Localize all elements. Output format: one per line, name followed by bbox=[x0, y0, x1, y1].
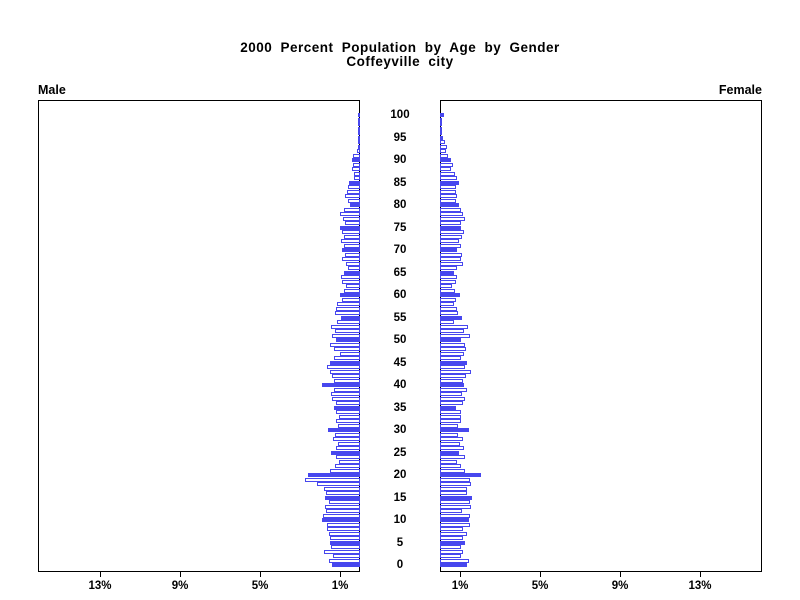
percent-tick-mark bbox=[100, 572, 101, 577]
male-bar bbox=[331, 451, 360, 455]
male-bar bbox=[336, 446, 360, 450]
male-bar bbox=[322, 383, 360, 387]
female-bar bbox=[440, 473, 481, 477]
female-bar bbox=[440, 379, 463, 383]
male-bar bbox=[332, 397, 360, 401]
female-bar bbox=[440, 230, 464, 234]
female-bar bbox=[440, 185, 456, 189]
male-bar bbox=[342, 230, 360, 234]
age-tick-label: 10 bbox=[393, 514, 407, 526]
female-bar bbox=[440, 172, 455, 176]
male-bar bbox=[358, 122, 360, 126]
female-bar bbox=[440, 334, 470, 338]
male-bar bbox=[342, 248, 360, 252]
female-bar bbox=[440, 406, 456, 410]
age-tick-label: 75 bbox=[393, 221, 407, 234]
percent-tick-mark bbox=[260, 572, 261, 577]
male-bar bbox=[358, 127, 360, 131]
chart-title bbox=[0, 41, 800, 69]
female-bar bbox=[440, 235, 462, 239]
male-bar bbox=[336, 419, 360, 423]
male-bar bbox=[358, 131, 360, 135]
age-tick-label: 45 bbox=[393, 356, 407, 369]
female-bar bbox=[440, 478, 470, 482]
male-bar bbox=[335, 311, 360, 315]
female-bar bbox=[440, 149, 446, 153]
male-panel-label: Male bbox=[38, 83, 66, 97]
chart-title-line2: Coffeyville city bbox=[346, 54, 454, 69]
percent-tick-label: 13% bbox=[88, 580, 112, 592]
female-bar bbox=[440, 302, 454, 306]
female-bar bbox=[440, 451, 459, 455]
female-bar bbox=[440, 329, 464, 333]
male-bar bbox=[330, 536, 360, 540]
female-bar bbox=[440, 217, 465, 221]
male-bar bbox=[344, 289, 360, 293]
female-bar bbox=[440, 424, 458, 428]
female-bar bbox=[440, 253, 462, 257]
female-bar bbox=[440, 496, 472, 500]
female-bar bbox=[440, 203, 459, 207]
male-bar bbox=[340, 293, 360, 297]
male-bar bbox=[349, 181, 360, 185]
female-bar bbox=[440, 275, 457, 279]
female-bar bbox=[440, 532, 467, 536]
male-bar bbox=[326, 491, 360, 495]
female-bar bbox=[440, 136, 443, 140]
female-panel-frame bbox=[440, 100, 762, 572]
male-bar bbox=[331, 392, 360, 396]
female-bar bbox=[440, 442, 460, 446]
male-bar bbox=[323, 514, 360, 518]
female-bar bbox=[440, 541, 465, 545]
male-bar bbox=[358, 136, 360, 140]
female-bar bbox=[440, 392, 462, 396]
female-bar bbox=[440, 509, 462, 513]
male-bar bbox=[348, 199, 360, 203]
female-bar bbox=[440, 244, 461, 248]
female-bar bbox=[440, 464, 461, 468]
age-tick-label: 5 bbox=[396, 536, 404, 549]
male-bar bbox=[358, 118, 360, 122]
male-bar bbox=[339, 460, 360, 464]
chart-title-line1: 2000 Percent Population by Age by Gender bbox=[240, 40, 560, 55]
female-bar bbox=[440, 226, 461, 230]
female-bar bbox=[440, 401, 463, 405]
female-bar bbox=[440, 113, 444, 117]
percent-tick-label: 5% bbox=[251, 580, 269, 592]
percent-tick-label: 9% bbox=[611, 580, 629, 592]
male-bar bbox=[331, 325, 360, 329]
male-bar bbox=[329, 559, 360, 563]
male-bar bbox=[341, 316, 360, 320]
male-bar bbox=[348, 185, 360, 189]
age-tick-label: 80 bbox=[393, 199, 407, 211]
male-bar bbox=[344, 235, 360, 239]
female-bar bbox=[440, 523, 470, 527]
age-tick-label: 60 bbox=[393, 289, 407, 301]
percent-tick-mark bbox=[180, 572, 181, 577]
female-bar bbox=[440, 167, 451, 171]
male-bar bbox=[346, 284, 360, 288]
male-bar bbox=[346, 262, 360, 266]
age-tick-label: 70 bbox=[393, 244, 407, 256]
age-tick-label: 50 bbox=[393, 334, 407, 346]
female-bar bbox=[440, 145, 447, 149]
male-panel-frame bbox=[38, 100, 360, 572]
male-bar bbox=[334, 347, 360, 351]
female-bar bbox=[440, 545, 461, 549]
female-bar bbox=[440, 500, 470, 504]
male-bar bbox=[358, 145, 360, 149]
male-bar bbox=[332, 563, 360, 567]
age-tick-label: 95 bbox=[393, 131, 407, 144]
male-bar bbox=[348, 266, 360, 270]
male-bar bbox=[344, 244, 360, 248]
male-bar bbox=[336, 338, 360, 342]
female-bar bbox=[440, 248, 457, 252]
age-tick-label: 35 bbox=[393, 401, 407, 414]
female-bar bbox=[440, 527, 463, 531]
female-bar bbox=[440, 163, 453, 167]
female-bar bbox=[440, 338, 461, 342]
female-bar bbox=[440, 428, 469, 432]
female-bar bbox=[440, 514, 470, 518]
female-bar bbox=[440, 199, 456, 203]
male-bar bbox=[322, 518, 360, 522]
age-tick-label: 40 bbox=[393, 379, 407, 391]
female-bar bbox=[440, 208, 461, 212]
female-panel-label: Female bbox=[718, 83, 762, 97]
male-bar bbox=[354, 176, 360, 180]
female-bar bbox=[440, 491, 467, 495]
female-bar bbox=[440, 158, 451, 162]
male-bar bbox=[330, 469, 360, 473]
male-bar bbox=[336, 455, 360, 459]
male-bar bbox=[334, 406, 360, 410]
male-bar bbox=[338, 424, 360, 428]
male-bar bbox=[330, 343, 360, 347]
male-bar bbox=[333, 554, 360, 558]
female-bar bbox=[440, 284, 452, 288]
female-bar bbox=[440, 356, 461, 360]
female-bar bbox=[440, 298, 456, 302]
female-bar bbox=[440, 262, 463, 266]
age-tick-label: 20 bbox=[393, 469, 407, 481]
percent-tick-label: 13% bbox=[688, 580, 712, 592]
age-tick-label: 65 bbox=[393, 266, 407, 279]
female-bar bbox=[440, 316, 462, 320]
male-bar bbox=[345, 221, 360, 225]
male-bar bbox=[332, 374, 360, 378]
male-bar bbox=[357, 149, 360, 153]
female-bar bbox=[440, 460, 457, 464]
male-bar bbox=[335, 464, 360, 468]
male-bar bbox=[330, 361, 360, 365]
male-bar bbox=[326, 509, 360, 513]
male-bar bbox=[324, 487, 360, 491]
female-bar bbox=[440, 176, 457, 180]
age-tick-label: 25 bbox=[393, 446, 407, 459]
female-bar bbox=[440, 370, 471, 374]
male-bar bbox=[332, 334, 360, 338]
female-bar bbox=[440, 437, 463, 441]
female-bar bbox=[440, 410, 461, 414]
male-bar bbox=[338, 442, 360, 446]
male-bar bbox=[340, 226, 360, 230]
male-bar bbox=[340, 352, 360, 356]
age-tick-label: 85 bbox=[393, 176, 407, 189]
male-bar bbox=[350, 203, 360, 207]
female-bar bbox=[440, 239, 459, 243]
female-bar bbox=[440, 374, 466, 378]
age-tick-label: 90 bbox=[393, 154, 407, 166]
male-bar bbox=[334, 356, 360, 360]
female-bar bbox=[440, 415, 461, 419]
female-bar bbox=[440, 487, 467, 491]
female-bar bbox=[440, 469, 465, 473]
male-bar bbox=[335, 433, 360, 437]
female-bar bbox=[440, 419, 461, 423]
female-bar bbox=[440, 190, 456, 194]
female-bar bbox=[440, 127, 442, 131]
male-bar bbox=[325, 496, 360, 500]
male-bar bbox=[341, 275, 360, 279]
male-bar bbox=[329, 500, 360, 504]
male-bar bbox=[342, 280, 360, 284]
female-bar bbox=[440, 325, 468, 329]
female-bar bbox=[440, 257, 461, 261]
female-bar bbox=[440, 505, 471, 509]
male-bar bbox=[347, 190, 360, 194]
percent-tick-mark bbox=[540, 572, 541, 577]
male-bar bbox=[354, 172, 360, 176]
age-tick-label: 0 bbox=[396, 559, 404, 571]
female-bar bbox=[440, 446, 464, 450]
percent-tick-label: 1% bbox=[451, 580, 469, 592]
male-bar bbox=[342, 298, 360, 302]
male-bar bbox=[352, 158, 360, 162]
male-bar bbox=[335, 329, 360, 333]
male-bar bbox=[336, 401, 360, 405]
female-bar bbox=[440, 122, 442, 126]
male-bar bbox=[345, 194, 360, 198]
female-bar bbox=[440, 181, 459, 185]
female-bar bbox=[440, 536, 463, 540]
male-bar bbox=[358, 113, 360, 117]
female-bar bbox=[440, 343, 465, 347]
female-bar bbox=[440, 271, 454, 275]
female-bar bbox=[440, 388, 467, 392]
female-bar bbox=[440, 347, 466, 351]
female-bar bbox=[440, 383, 464, 387]
male-bar bbox=[344, 208, 360, 212]
percent-tick-mark bbox=[620, 572, 621, 577]
female-bar bbox=[440, 311, 458, 315]
female-bar bbox=[440, 131, 442, 135]
percent-tick-mark bbox=[460, 572, 461, 577]
female-bar bbox=[440, 212, 463, 216]
male-bar bbox=[327, 523, 360, 527]
female-bar bbox=[440, 194, 457, 198]
male-bar bbox=[325, 505, 360, 509]
male-bar bbox=[344, 271, 360, 275]
male-bar bbox=[336, 410, 360, 414]
male-bar bbox=[333, 437, 360, 441]
male-bar bbox=[330, 370, 360, 374]
male-bar bbox=[339, 415, 360, 419]
male-bar bbox=[327, 365, 360, 369]
female-bar bbox=[440, 293, 460, 297]
female-bar bbox=[440, 280, 456, 284]
male-bar bbox=[342, 257, 360, 261]
female-bar bbox=[440, 154, 448, 158]
male-bar bbox=[327, 527, 360, 531]
age-tick-label: 30 bbox=[393, 424, 407, 436]
male-bar bbox=[337, 320, 360, 324]
female-bar bbox=[440, 266, 457, 270]
male-bar bbox=[329, 532, 360, 536]
male-bar bbox=[324, 550, 360, 554]
male-bar bbox=[330, 541, 360, 545]
male-bar bbox=[334, 388, 360, 392]
female-bar bbox=[440, 397, 465, 401]
female-bar bbox=[440, 320, 454, 324]
female-bar bbox=[440, 455, 465, 459]
age-tick-label: 100 bbox=[390, 109, 410, 121]
male-bar bbox=[331, 545, 360, 549]
female-bar bbox=[440, 550, 463, 554]
male-bar bbox=[345, 253, 360, 257]
male-bar bbox=[328, 428, 360, 432]
male-bar bbox=[337, 302, 360, 306]
percent-tick-label: 1% bbox=[331, 580, 349, 592]
male-bar bbox=[317, 482, 360, 486]
male-bar bbox=[308, 473, 360, 477]
female-bar bbox=[440, 118, 442, 122]
female-bar bbox=[440, 289, 455, 293]
female-bar bbox=[440, 482, 471, 486]
male-bar bbox=[334, 379, 360, 383]
male-bar bbox=[343, 217, 360, 221]
percent-tick-mark bbox=[340, 572, 341, 577]
percent-tick-label: 5% bbox=[531, 580, 549, 592]
male-bar bbox=[358, 140, 360, 144]
female-bar bbox=[440, 221, 461, 225]
percent-tick-label: 9% bbox=[171, 580, 189, 592]
percent-tick-mark bbox=[700, 572, 701, 577]
male-bar bbox=[353, 154, 360, 158]
female-bar bbox=[440, 140, 445, 144]
female-bar bbox=[440, 361, 467, 365]
female-bar bbox=[440, 352, 464, 356]
age-tick-label: 55 bbox=[393, 311, 407, 324]
male-bar bbox=[353, 163, 360, 167]
female-bar bbox=[440, 563, 467, 567]
female-bar bbox=[440, 518, 469, 522]
female-bar bbox=[440, 365, 465, 369]
male-bar bbox=[340, 212, 360, 216]
female-bar bbox=[440, 559, 469, 563]
male-bar bbox=[352, 167, 360, 171]
female-bar bbox=[440, 307, 457, 311]
male-bar bbox=[305, 478, 360, 482]
male-bar bbox=[341, 239, 360, 243]
age-tick-label: 15 bbox=[393, 491, 407, 504]
male-bar bbox=[336, 307, 360, 311]
female-bar bbox=[440, 433, 458, 437]
female-bar bbox=[440, 554, 461, 558]
